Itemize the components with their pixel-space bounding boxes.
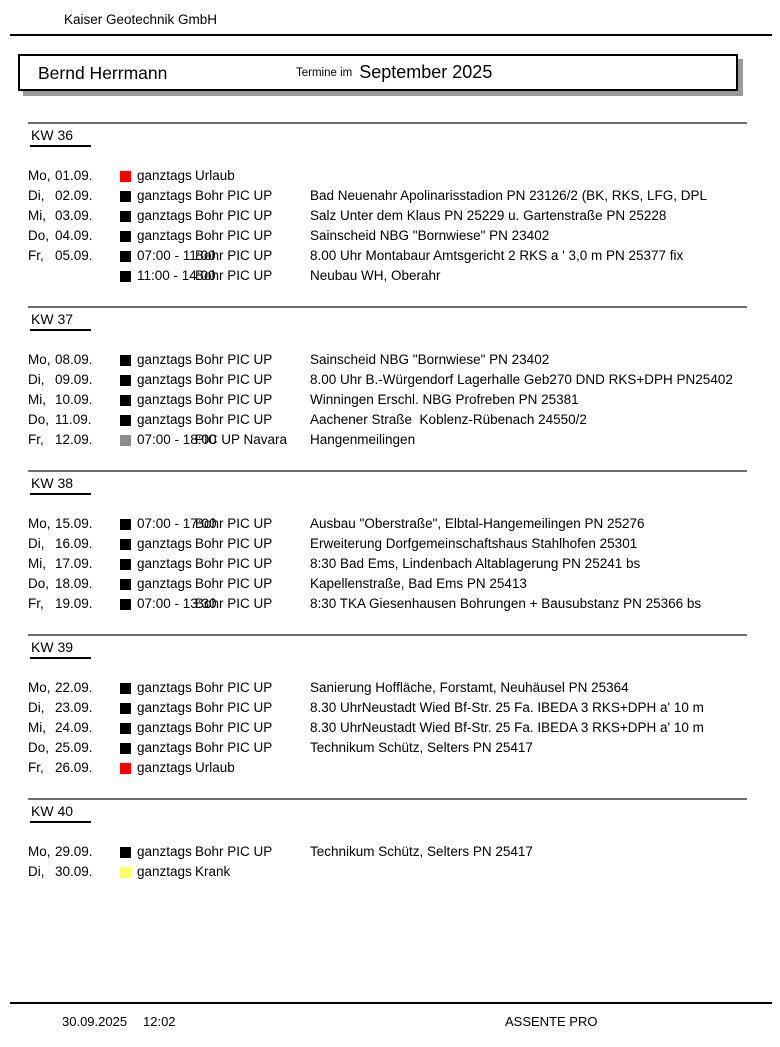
app-name: ASSENTE PRO bbox=[505, 1014, 598, 1029]
appointment-row bbox=[28, 226, 747, 246]
day-cell: Mi, bbox=[28, 392, 46, 407]
company-name: Kaiser Geotechnik GmbH bbox=[64, 12, 218, 27]
appointment-row bbox=[28, 862, 747, 882]
activity-cell: Bohr PIC UP bbox=[195, 720, 273, 735]
status-marker bbox=[120, 271, 131, 282]
activity-cell: Bohr PIC UP bbox=[195, 248, 273, 263]
appointment-row bbox=[28, 574, 747, 594]
title-box bbox=[18, 54, 738, 91]
appointment-row bbox=[28, 718, 747, 738]
description-cell: 8.00 Uhr Montabaur Amtsgericht 2 RKS a ' 3,0 m PN 25377 fix bbox=[310, 248, 684, 263]
time-cell: 07:00 - 17:00 bbox=[137, 516, 217, 531]
date-cell: 25.09. bbox=[55, 740, 93, 755]
appointment-row bbox=[28, 266, 747, 286]
activity-cell: Bohr PIC UP bbox=[195, 740, 273, 755]
date-cell: 17.09. bbox=[55, 556, 93, 571]
description-cell: Erweiterung Dorfgemeinschaftshaus Stahlhofen 25301 bbox=[310, 536, 638, 551]
appointment-row bbox=[28, 842, 747, 862]
activity-cell: Bohr PIC UP bbox=[195, 700, 273, 715]
description-cell: 8.30 UhrNeustadt Wied Bf-Str. 25 Fa. IBEDA 3 RKS+DPH a' 10 m bbox=[310, 720, 704, 735]
time-cell: ganztags bbox=[137, 168, 192, 183]
header-divider bbox=[10, 34, 772, 36]
description-cell: Neubau WH, Oberahr bbox=[310, 268, 441, 283]
report-title-prefix: Termine im bbox=[296, 66, 353, 79]
activity-cell: Bohr PIC UP bbox=[195, 680, 273, 695]
week-label: KW 38 bbox=[30, 475, 91, 495]
time-cell: ganztags bbox=[137, 740, 192, 755]
appointment-row bbox=[28, 758, 747, 778]
week-divider bbox=[28, 306, 747, 308]
status-marker bbox=[120, 415, 131, 426]
date-cell: 18.09. bbox=[55, 576, 93, 591]
status-marker bbox=[120, 723, 131, 734]
day-cell: Do, bbox=[28, 576, 50, 591]
status-marker bbox=[120, 867, 131, 878]
appointment-row bbox=[28, 738, 747, 758]
date-cell: 16.09. bbox=[55, 536, 93, 551]
appointment-row bbox=[28, 206, 747, 226]
appointment-row bbox=[28, 390, 747, 410]
description-cell: Technikum Schütz, Selters PN 25417 bbox=[310, 740, 533, 755]
day-cell: Di, bbox=[28, 536, 45, 551]
status-marker bbox=[120, 743, 131, 754]
appointment-rows bbox=[28, 350, 747, 450]
date-cell: 08.09. bbox=[55, 352, 93, 367]
day-cell: Fr, bbox=[28, 760, 44, 775]
date-cell: 15.09. bbox=[55, 516, 93, 531]
day-cell: Fr, bbox=[28, 596, 44, 611]
description-cell: Kapellenstraße, Bad Ems PN 25413 bbox=[310, 576, 527, 591]
time-cell: ganztags bbox=[137, 208, 192, 223]
week-section bbox=[28, 798, 747, 882]
date-cell: 23.09. bbox=[55, 700, 93, 715]
day-cell: Mo, bbox=[28, 844, 51, 859]
day-cell: Mo, bbox=[28, 680, 51, 695]
description-cell: Technikum Schütz, Selters PN 25417 bbox=[310, 844, 533, 859]
time-cell: 07:00 - 11:00 bbox=[137, 248, 216, 263]
status-marker bbox=[120, 395, 131, 406]
status-marker bbox=[120, 703, 131, 714]
day-cell: Mo, bbox=[28, 352, 51, 367]
day-cell: Mi, bbox=[28, 556, 46, 571]
time-cell: ganztags bbox=[137, 372, 192, 387]
time-cell: 11:00 - 14:00 bbox=[137, 268, 216, 283]
description-cell: Hangenmeilingen bbox=[310, 432, 416, 447]
day-cell: Di, bbox=[28, 700, 45, 715]
status-marker bbox=[120, 559, 131, 570]
date-cell: 11.09. bbox=[55, 412, 92, 427]
activity-cell: Krank bbox=[195, 864, 231, 879]
day-cell: Di, bbox=[28, 372, 45, 387]
activity-cell: Bohr PIC UP bbox=[195, 556, 273, 571]
status-marker bbox=[120, 539, 131, 550]
time-cell: ganztags bbox=[137, 864, 192, 879]
appointment-row bbox=[28, 514, 747, 534]
person-name: Bernd Herrmann bbox=[38, 63, 168, 83]
date-cell: 12.09. bbox=[55, 432, 93, 447]
activity-cell: Bohr PIC UP bbox=[195, 596, 273, 611]
activity-cell: Bohr PIC UP bbox=[195, 228, 273, 243]
day-cell: Di, bbox=[28, 864, 45, 879]
time-cell: 07:00 - 18:00 bbox=[137, 432, 217, 447]
week-section bbox=[28, 306, 747, 450]
description-cell: Winningen Erschl. NBG Profreben PN 25381 bbox=[310, 392, 579, 407]
time-cell: ganztags bbox=[137, 188, 192, 203]
appointment-row bbox=[28, 678, 747, 698]
date-cell: 26.09. bbox=[55, 760, 93, 775]
activity-cell: Bohr PIC UP bbox=[195, 188, 273, 203]
report-title-month: September 2025 bbox=[359, 62, 493, 82]
description-cell: Aachener Straße Koblenz-Rübenach 24550/2 bbox=[310, 412, 587, 427]
week-divider bbox=[28, 470, 747, 472]
week-label: KW 36 bbox=[30, 127, 91, 147]
time-cell: ganztags bbox=[137, 680, 192, 695]
activity-cell: PIC UP Navara bbox=[195, 432, 288, 447]
appointment-row bbox=[28, 186, 747, 206]
day-cell: Fr, bbox=[28, 248, 44, 263]
activity-cell: Urlaub bbox=[195, 760, 235, 775]
date-cell: 30.09. bbox=[55, 864, 93, 879]
date-cell: 05.09. bbox=[55, 248, 93, 263]
day-cell: Mo, bbox=[28, 168, 51, 183]
week-label: KW 37 bbox=[30, 311, 91, 331]
appointment-row bbox=[28, 246, 747, 266]
weeks-container bbox=[28, 122, 747, 902]
day-cell: Fr, bbox=[28, 432, 44, 447]
description-cell: 8.00 Uhr B.-Würgendorf Lagerhalle Geb270 DND RKS+DPH PN25402 bbox=[310, 372, 733, 387]
day-cell: Mo, bbox=[28, 516, 51, 531]
description-cell: Ausbau "Oberstraße", Elbtal-Hangemeilingen PN 25276 bbox=[310, 516, 645, 531]
time-cell: 07:00 - 13:30 bbox=[137, 596, 217, 611]
activity-cell: Bohr PIC UP bbox=[195, 516, 273, 531]
status-marker bbox=[120, 683, 131, 694]
day-cell: Do, bbox=[28, 228, 50, 243]
date-cell: 09.09. bbox=[55, 372, 93, 387]
time-cell: ganztags bbox=[137, 392, 192, 407]
time-cell: ganztags bbox=[137, 228, 192, 243]
activity-cell: Bohr PIC UP bbox=[195, 392, 273, 407]
status-marker bbox=[120, 435, 131, 446]
date-cell: 22.09. bbox=[55, 680, 93, 695]
appointment-row bbox=[28, 166, 747, 186]
activity-cell: Bohr PIC UP bbox=[195, 844, 273, 859]
status-marker bbox=[120, 211, 131, 222]
appointment-rows bbox=[28, 678, 747, 778]
date-cell: 19.09. bbox=[55, 596, 93, 611]
print-time: 12:02 bbox=[143, 1014, 176, 1029]
status-marker bbox=[120, 763, 131, 774]
week-section bbox=[28, 122, 747, 286]
appointment-row bbox=[28, 594, 747, 614]
week-divider bbox=[28, 122, 747, 124]
date-cell: 10.09. bbox=[55, 392, 93, 407]
time-cell: ganztags bbox=[137, 760, 192, 775]
appointment-rows bbox=[28, 842, 747, 882]
activity-cell: Bohr PIC UP bbox=[195, 208, 273, 223]
activity-cell: Bohr PIC UP bbox=[195, 352, 273, 367]
appointment-row bbox=[28, 350, 747, 370]
status-marker bbox=[120, 355, 131, 366]
activity-cell: Urlaub bbox=[195, 168, 235, 183]
status-marker bbox=[120, 171, 131, 182]
day-cell: Di, bbox=[28, 188, 45, 203]
day-cell: Do, bbox=[28, 412, 50, 427]
time-cell: ganztags bbox=[137, 352, 192, 367]
status-marker bbox=[120, 191, 131, 202]
time-cell: ganztags bbox=[137, 556, 192, 571]
footer-divider bbox=[10, 1002, 772, 1004]
time-cell: ganztags bbox=[137, 844, 192, 859]
day-cell: Do, bbox=[28, 740, 50, 755]
appointment-row bbox=[28, 698, 747, 718]
description-cell: Sainscheid NBG "Bornwiese" PN 23402 bbox=[310, 352, 550, 367]
time-cell: ganztags bbox=[137, 412, 192, 427]
date-cell: 24.09. bbox=[55, 720, 93, 735]
activity-cell: Bohr PIC UP bbox=[195, 372, 273, 387]
description-cell: 8:30 TKA Giesenhausen Bohrungen + Bausubstanz PN 25366 bs bbox=[310, 596, 702, 611]
status-marker bbox=[120, 847, 131, 858]
description-cell: Bad Neuenahr Apolinarisstadion PN 23126/2 (BK, RKS, LFG, DPL bbox=[310, 188, 707, 203]
activity-cell: Bohr PIC UP bbox=[195, 412, 273, 427]
report-title bbox=[296, 56, 492, 89]
week-section bbox=[28, 634, 747, 778]
activity-cell: Bohr PIC UP bbox=[195, 268, 273, 283]
appointment-row bbox=[28, 370, 747, 390]
time-cell: ganztags bbox=[137, 700, 192, 715]
print-date: 30.09.2025 bbox=[62, 1014, 128, 1029]
status-marker bbox=[120, 375, 131, 386]
appointment-row bbox=[28, 534, 747, 554]
appointment-row bbox=[28, 430, 747, 450]
week-section bbox=[28, 470, 747, 614]
description-cell: 8.30 UhrNeustadt Wied Bf-Str. 25 Fa. IBEDA 3 RKS+DPH a' 10 m bbox=[310, 700, 704, 715]
appointment-rows bbox=[28, 166, 747, 286]
appointment-rows bbox=[28, 514, 747, 614]
status-marker bbox=[120, 519, 131, 530]
description-cell: 8:30 Bad Ems, Lindenbach Altablagerung PN 25241 bs bbox=[310, 556, 641, 571]
day-cell: Mi, bbox=[28, 720, 46, 735]
date-cell: 03.09. bbox=[55, 208, 93, 223]
date-cell: 04.09. bbox=[55, 228, 93, 243]
appointment-row bbox=[28, 554, 747, 574]
status-marker bbox=[120, 231, 131, 242]
week-divider bbox=[28, 798, 747, 800]
appointment-row bbox=[28, 410, 747, 430]
date-cell: 29.09. bbox=[55, 844, 93, 859]
description-cell: Salz Unter dem Klaus PN 25229 u. Gartenstraße PN 25228 bbox=[310, 208, 667, 223]
date-cell: 01.09. bbox=[55, 168, 93, 183]
time-cell: ganztags bbox=[137, 576, 192, 591]
description-cell: Sainscheid NBG "Bornwiese" PN 23402 bbox=[310, 228, 550, 243]
week-label: KW 39 bbox=[30, 639, 91, 659]
activity-cell: Bohr PIC UP bbox=[195, 536, 273, 551]
status-marker bbox=[120, 251, 131, 262]
week-divider bbox=[28, 634, 747, 636]
activity-cell: Bohr PIC UP bbox=[195, 576, 273, 591]
status-marker bbox=[120, 579, 131, 590]
date-cell: 02.09. bbox=[55, 188, 93, 203]
status-marker bbox=[120, 599, 131, 610]
time-cell: ganztags bbox=[137, 536, 192, 551]
description-cell: Sanierung Hoffläche, Forstamt, Neuhäusel PN 25364 bbox=[310, 680, 629, 695]
time-cell: ganztags bbox=[137, 720, 192, 735]
day-cell: Mi, bbox=[28, 208, 46, 223]
week-label: KW 40 bbox=[30, 803, 91, 823]
